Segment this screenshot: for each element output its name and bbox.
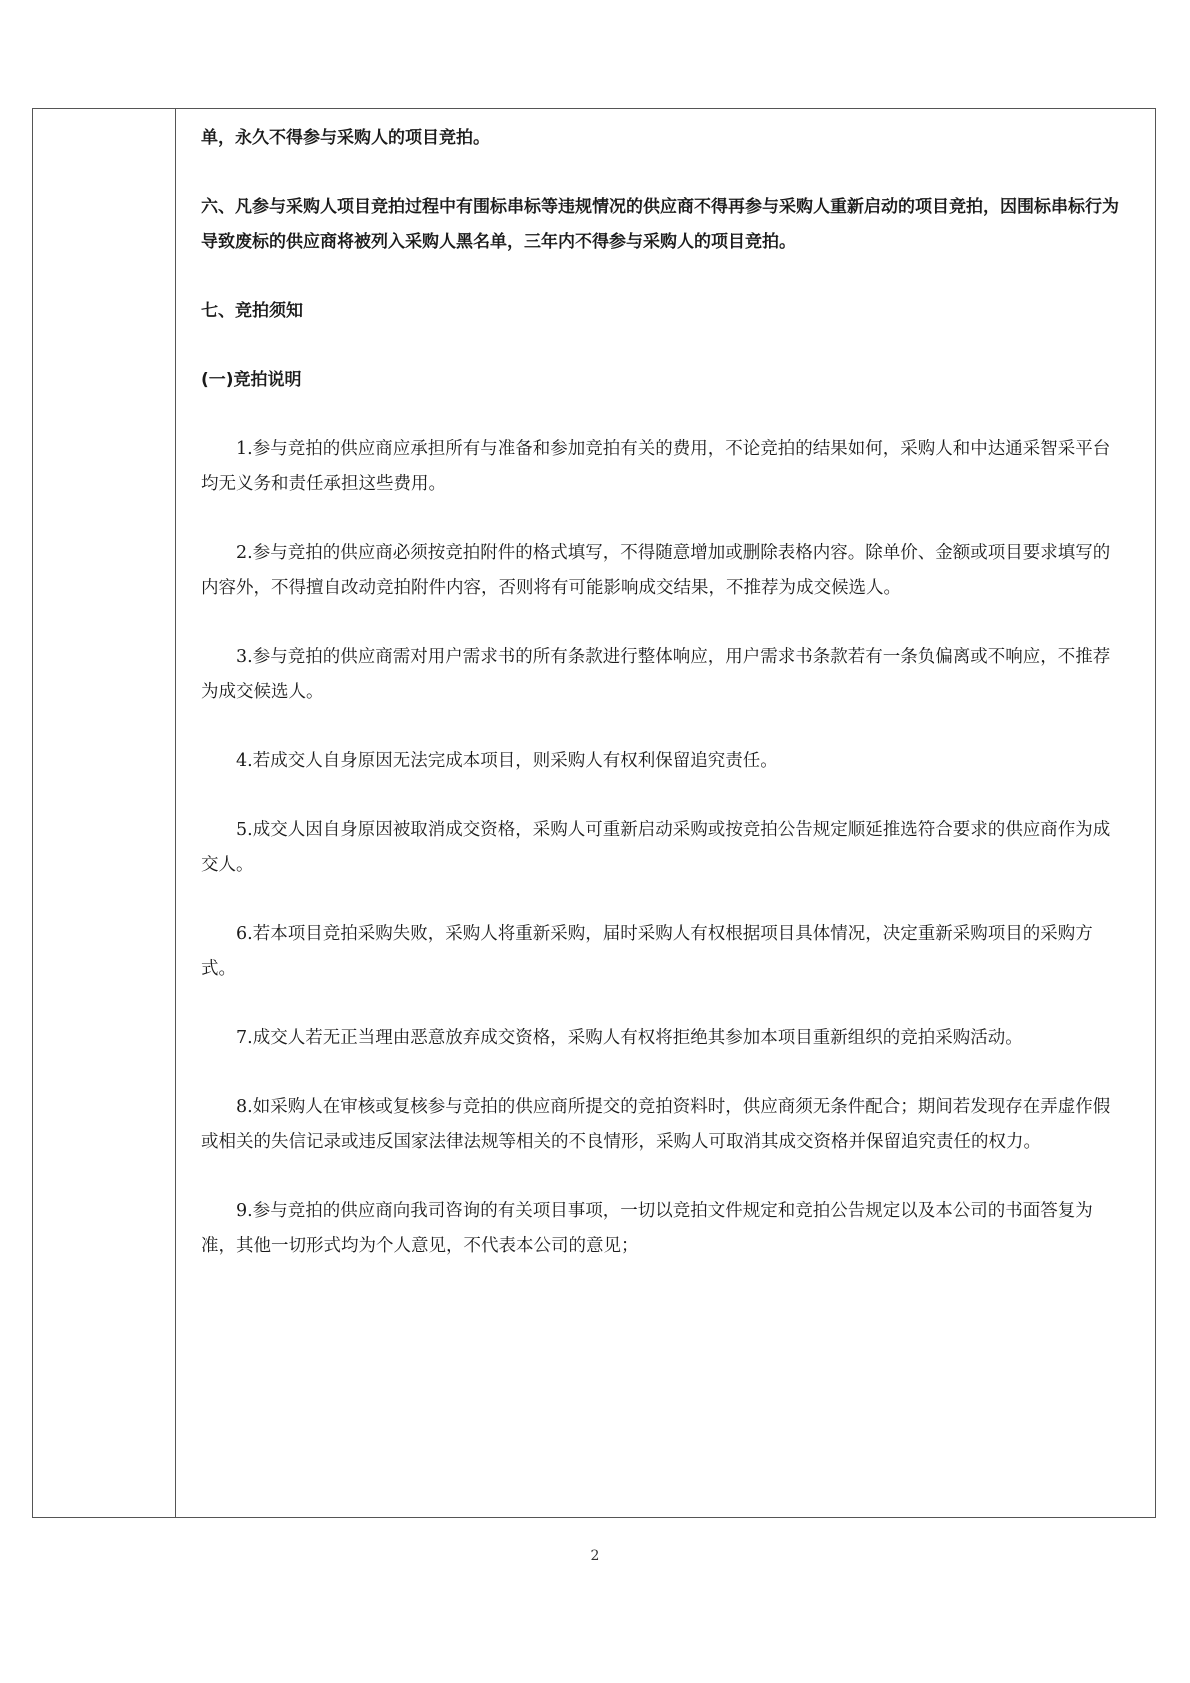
table-content-cell [175,109,1155,1298]
document-table [32,108,1156,1518]
list-item-4: 4.若成交人自身原因无法完成本项目，则采购人有权利保留追究责任。 [236,751,778,771]
list-item-5: 5.成交人因自身原因被取消成交资格，采购人可重新启动采购或按竞拍公告规定顺延推选符合要求的供应商作为成交人。 [201,820,1111,875]
page-number: 2 [590,1548,600,1564]
list-item-6: 6.若本项目竞拍采购失败，采购人将重新采购，届时采购人有权根据项目具体情况，决定重新采购项目的采购方式。 [201,924,1093,979]
paragraph-section-six: 六、凡参与采购人项目竞拍过程中有围标串标等违规情况的供应商不得再参与采购人重新启动的项目竞拍，因围标串标行为导致废标的供应商将被列入采购人黑名单，三年内不得参与采购人的项目竞拍。 [201,197,1119,252]
list-item-9: 9.参与竞拍的供应商向我司咨询的有关项目事项，一切以竞拍文件规定和竞拍公告规定以及本公司的书面答复为准，其他一切形式均为个人意见，不代表本公司的意见； [201,1201,1093,1256]
paragraph-blacklist-continuation: 单，永久不得参与采购人的项目竞拍。 [201,128,490,148]
list-item-2: 2.参与竞拍的供应商必须按竞拍附件的格式填写，不得随意增加或删除表格内容。除单价、金额或项目要求填写的内容外，不得擅自改动竞拍附件内容，否则将有可能影响成交结果，不推荐为成交候选人。 [201,543,1111,598]
list-item-1: 1.参与竞拍的供应商应承担所有与准备和参加竞拍有关的费用，不论竞拍的结果如何，采购人和中达通采智采平台均无义务和责任承担这些费用。 [201,439,1111,494]
list-item-8: 8.如采购人在审核或复核参与竞拍的供应商所提交的竞拍资料时，供应商须无条件配合；期间若发现存在弄虚作假或相关的失信记录或违反国家法律法规等相关的不良情形，采购人可取消其成交资格并保留追究责任的权力。 [201,1097,1111,1152]
list-item-3: 3.参与竞拍的供应商需对用户需求书的所有条款进行整体响应，用户需求书条款若有一条负偏离或不响应，不推荐为成交候选人。 [201,647,1111,702]
heading-section-seven: 七、竞拍须知 [201,301,303,321]
list-item-7: 7.成交人若无正当理由恶意放弃成交资格，采购人有权将拒绝其参加本项目重新组织的竞拍采购活动。 [236,1028,1023,1048]
subheading-bidding-notes: (一)竞拍说明 [201,370,302,390]
